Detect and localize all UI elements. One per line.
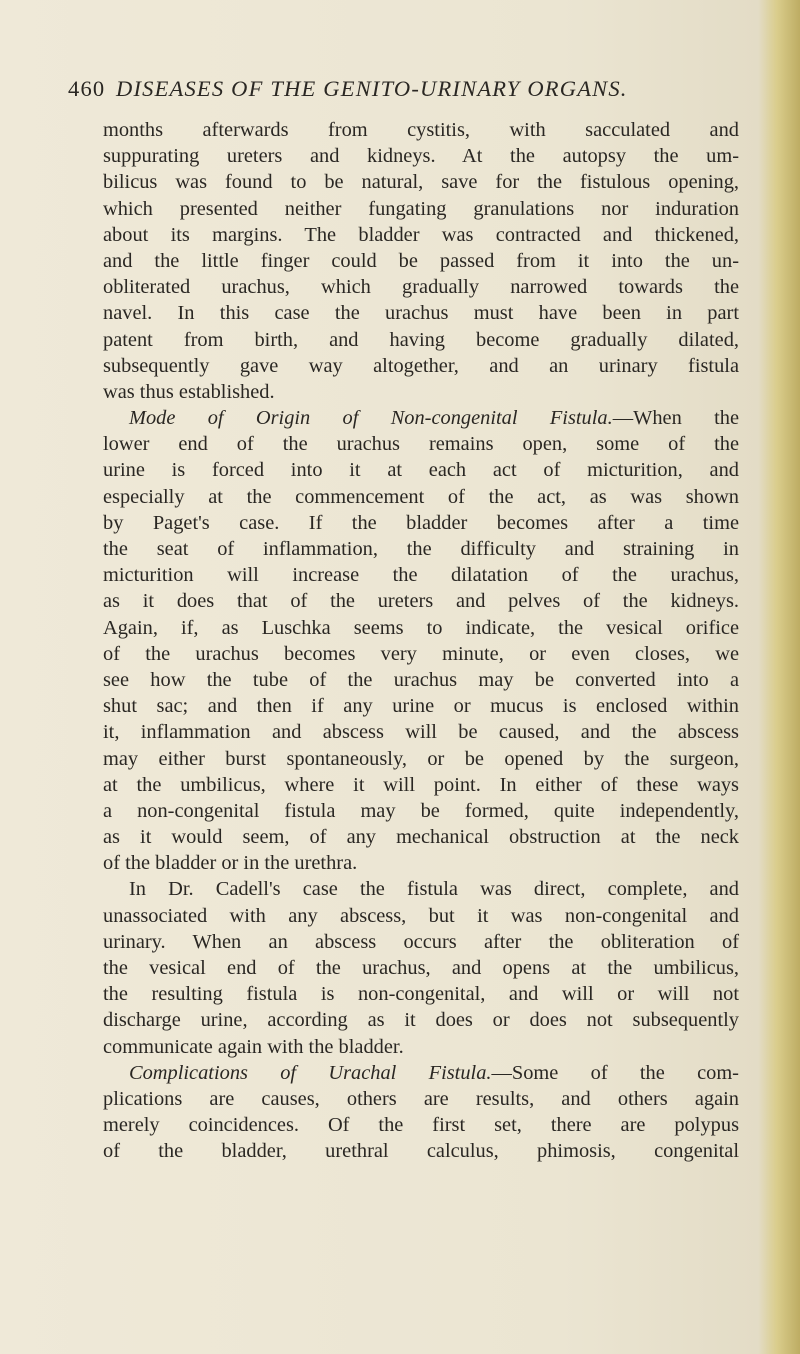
paragraph-first-line: In Dr. Cadell's case the fistula was direct, complete, and bbox=[129, 878, 739, 901]
text-line: it, inflammation and abscess will be caused, and the abscess bbox=[103, 721, 739, 744]
page-edge-shadow bbox=[758, 0, 800, 1354]
text-line: plications are causes, others are results, and others again bbox=[103, 1087, 739, 1110]
text-line: of the urachus becomes very minute, or even closes, we bbox=[103, 642, 739, 665]
text-line: as it does that of the ureters and pelves of the kidneys. bbox=[103, 590, 739, 613]
text-line: subsequently gave way altogether, and an urinary fistula bbox=[103, 354, 739, 377]
paragraph-first-line bbox=[103, 1060, 739, 1086]
paragraph-first-line bbox=[103, 405, 739, 431]
text-line: by Paget's case. If the bladder becomes after a time bbox=[103, 511, 739, 534]
text-line: months afterwards from cystitis, with sacculated and bbox=[103, 119, 739, 141]
text-line: micturition will increase the dilatation of the urachus, bbox=[103, 564, 739, 587]
text-line: the vesical end of the urachus, and opens at the umbilicus, bbox=[103, 957, 739, 979]
text-line: of the bladder, urethral calculus, phimosis, congenital bbox=[103, 1140, 739, 1163]
text-line: a non-congenital fistula may be formed, quite independently, bbox=[103, 799, 739, 822]
text-line: as it would seem, of any mechanical obstruction at the neck bbox=[103, 826, 739, 849]
text-line: communicate again with the bladder. bbox=[103, 1035, 404, 1058]
text-line: the seat of inflammation, the difficulty and straining in bbox=[103, 538, 739, 560]
text-line: discharge urine, according as it does or does not subsequently bbox=[103, 1009, 739, 1032]
text-line: of the bladder or in the urethra. bbox=[103, 852, 358, 875]
text-line: may either burst spontaneously, or be opened by the surgeon, bbox=[103, 747, 739, 770]
running-head: DISEASES OF THE GENITO-URINARY ORGANS. bbox=[116, 76, 628, 101]
section-heading: Complications of Urachal Fistula. bbox=[129, 1061, 492, 1084]
text-line: see how the tube of the urachus may be converted into a bbox=[103, 668, 739, 691]
text-line: suppurating ureters and kidneys. At the autopsy the um- bbox=[103, 145, 739, 168]
text-fragment: —When the bbox=[612, 407, 739, 430]
text-line: unassociated with any abscess, but it was non-congenital and bbox=[103, 904, 739, 927]
text-line: Again, if, as Luschka seems to indicate, the vesical orifice bbox=[103, 616, 739, 639]
body-text bbox=[103, 117, 739, 1165]
section-heading: Mode of Origin of Non-congenital Fistula. bbox=[129, 407, 613, 430]
page-number: 460 bbox=[68, 76, 106, 101]
text-line: about its margins. The bladder was contracted and thickened, bbox=[103, 223, 739, 246]
text-line: the resulting fistula is non-congenital, and will or will not bbox=[103, 983, 739, 1006]
text-line: which presented neither fungating granulations nor induration bbox=[103, 197, 739, 220]
text-line: bilicus was found to be natural, save for the fistulous opening, bbox=[103, 171, 739, 194]
text-line: shut sac; and then if any urine or mucus is enclosed within bbox=[103, 695, 739, 718]
text-line: merely coincidences. Of the first set, there are polypus bbox=[103, 1114, 739, 1137]
text-line: especially at the commencement of the act, as was shown bbox=[103, 485, 739, 508]
text-line: urine is forced into it at each act of micturition, and bbox=[103, 459, 739, 482]
text-line: at the umbilicus, where it will point. In either of these ways bbox=[103, 773, 739, 796]
page-header bbox=[68, 76, 758, 116]
text-fragment: —Some of the com- bbox=[491, 1061, 739, 1084]
text-line: patent from birth, and having become gradually dilated, bbox=[103, 328, 739, 351]
text-line: obliterated urachus, which gradually narrowed towards the bbox=[103, 276, 739, 299]
text-line: urinary. When an abscess occurs after the obliteration of bbox=[103, 930, 739, 953]
text-line: and the little finger could be passed from it into the un- bbox=[103, 249, 739, 272]
text-line: navel. In this case the urachus must have been in part bbox=[103, 302, 739, 325]
text-line: was thus established. bbox=[103, 380, 275, 403]
text-line: lower end of the urachus remains open, some of the bbox=[103, 433, 739, 456]
